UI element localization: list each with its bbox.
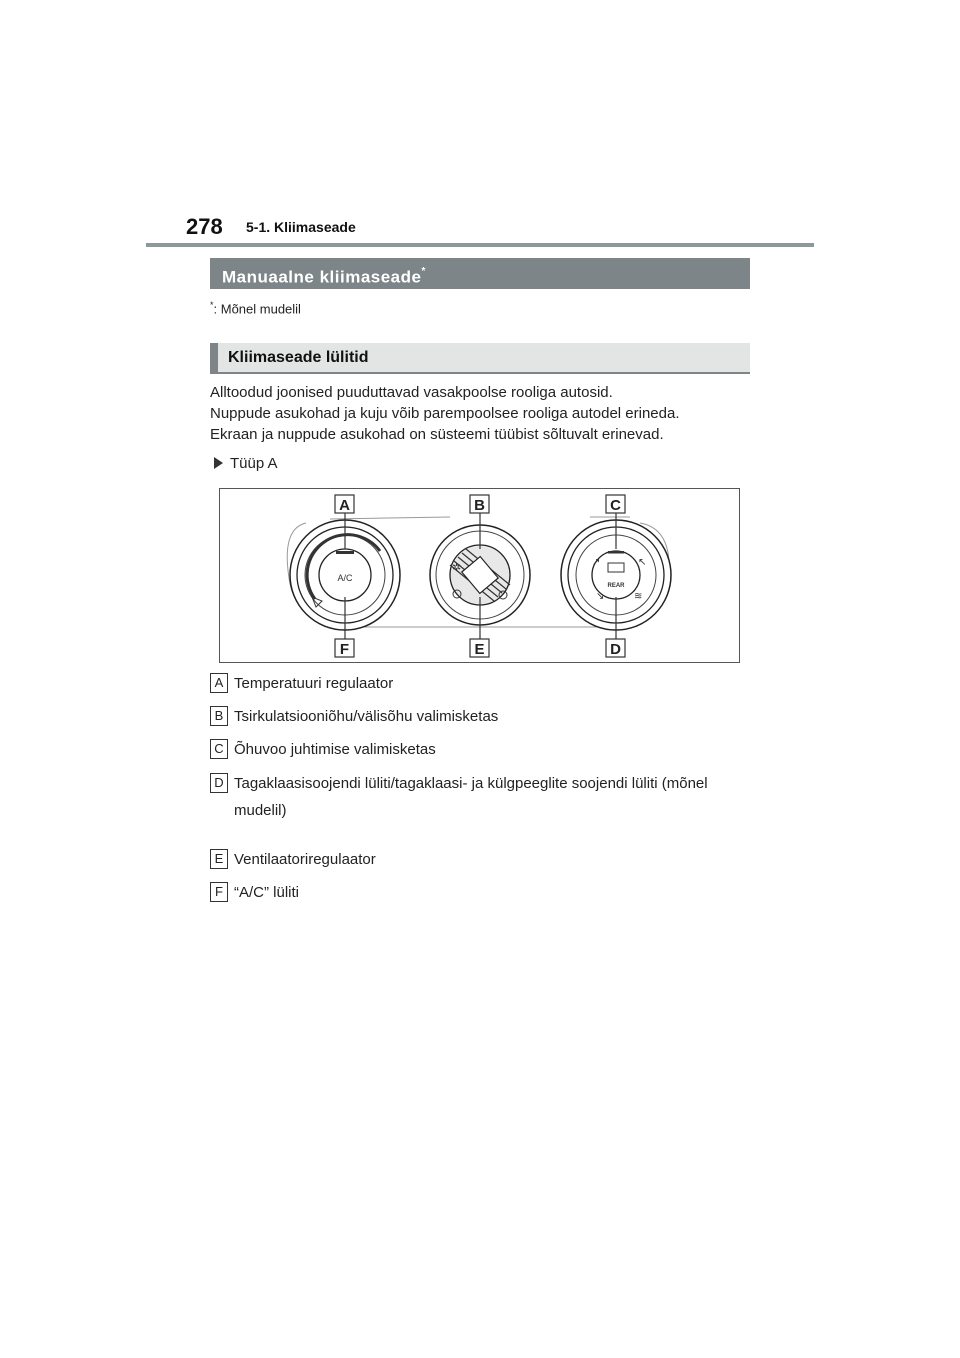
legend-item-f	[210, 880, 299, 906]
defroster-icon: ≋	[634, 591, 643, 602]
legend-key: B	[210, 706, 228, 726]
rear-label: REAR	[607, 583, 625, 589]
intro-line: Ekraan ja nuppude asukohad on süsteemi tüübist sõltuvalt erinevad.	[210, 426, 664, 443]
type-label	[214, 455, 278, 472]
triangle-bullet-icon	[214, 457, 223, 469]
legend-key: E	[210, 849, 228, 869]
callout-e: E	[474, 641, 485, 658]
legend-item-d	[210, 770, 746, 824]
legend-key: F	[210, 882, 228, 902]
footnote	[210, 300, 301, 316]
type-label-text: Tüüp A	[230, 455, 278, 472]
control-panel-figure	[219, 488, 740, 663]
legend-key: D	[210, 773, 228, 793]
section-title-marker: *	[421, 266, 426, 277]
intro-paragraph	[210, 382, 770, 445]
fan-icon: ✲	[452, 561, 462, 574]
legend-text: “A/C” lüliti	[234, 884, 300, 901]
footnote-marker: *	[210, 300, 214, 310]
callout-d: D	[610, 641, 621, 658]
section-title: Manuaalne kliimaseade	[222, 267, 422, 287]
legend-item-c	[210, 737, 436, 763]
callout-c: C	[610, 497, 621, 514]
control-panel-illustration	[220, 489, 741, 664]
section-title-bar	[210, 258, 750, 289]
callout-b: B	[474, 497, 485, 514]
intro-line: Nuppude asukohad ja kuju võib parempoolsee rooliga autodel erineda.	[210, 405, 680, 422]
footnote-text: : Mõnel mudelil	[213, 301, 301, 317]
legend-key: C	[210, 739, 228, 759]
ac-label: A/C	[337, 573, 353, 583]
airflow-feet-icon: ↘	[596, 591, 605, 602]
legend-text: Õhuvoo juhtimise valimisketas	[234, 741, 436, 758]
callout-f: F	[339, 641, 350, 658]
legend-key: A	[210, 673, 228, 693]
legend-item-a	[210, 671, 393, 697]
intro-line: Alltoodud joonised puuduttavad vasakpoolse rooliga autosid.	[210, 384, 613, 401]
subsection-title: Kliimaseade lülitid	[210, 343, 750, 374]
airflow-face-icon: ↗	[592, 557, 601, 568]
legend-text: Temperatuuri regulaator	[234, 675, 394, 692]
legend-text: Tsirkulatsiooniõhu/välisõhu valimisketas	[234, 708, 499, 725]
legend-item-b	[210, 704, 498, 730]
legend-item-e	[210, 847, 376, 873]
airflow-defrost-icon: ↖	[638, 557, 647, 568]
callout-a: A	[339, 497, 350, 514]
page-number: 278	[186, 214, 223, 239]
section-breadcrumb: 5-1. Kliimaseade	[246, 219, 356, 235]
legend-text: Tagaklaasisoojendi lüliti/tagaklaasi- ja külgpeeglite soojendi lüliti (mõnel mudelil)	[234, 775, 708, 819]
header-divider	[146, 243, 814, 247]
legend-text: Ventilaatoriregulaator	[234, 851, 376, 868]
